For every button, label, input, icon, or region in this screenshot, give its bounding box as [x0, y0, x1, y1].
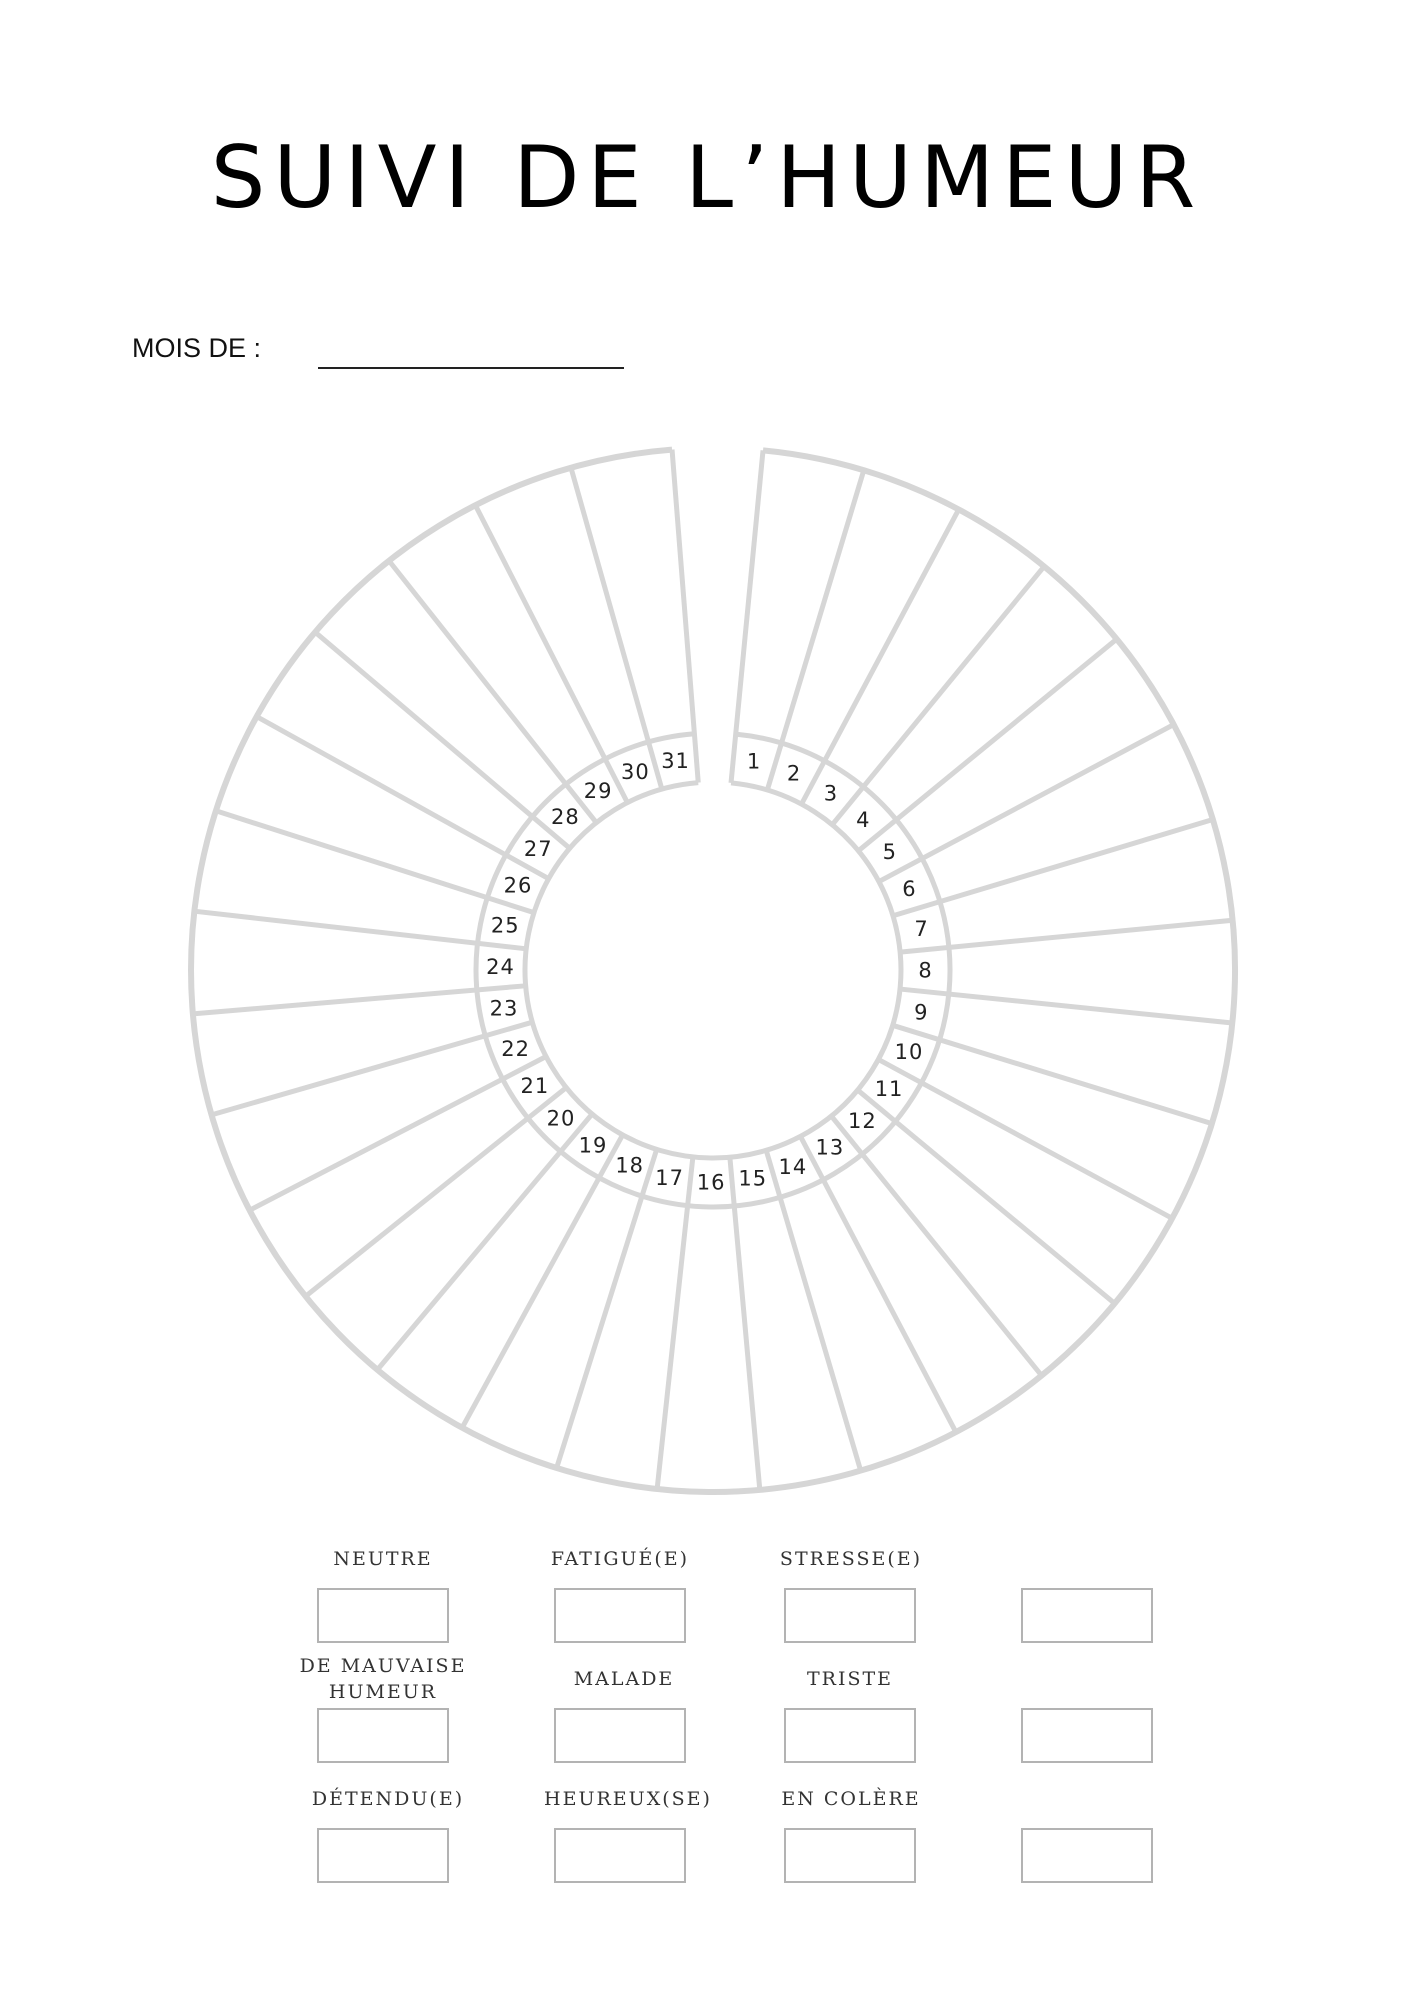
- legend-color-box-blank-1[interactable]: [1021, 1588, 1153, 1643]
- day-number-label: 29: [583, 779, 613, 804]
- month-label: MOIS DE :: [132, 333, 262, 363]
- day-number-label: 25: [490, 913, 520, 938]
- legend-label-fatigue: FATIGUÉ(E): [550, 1548, 690, 1570]
- page-title: SUIVI DE L’HUMEUR: [210, 128, 1204, 228]
- day-number-label: 17: [655, 1166, 684, 1191]
- day-number-label: 27: [523, 837, 553, 862]
- day-number-label: 24: [486, 954, 515, 979]
- day-number-label: 18: [615, 1153, 645, 1178]
- day-labels: [486, 749, 933, 1195]
- day-number-label: 21: [520, 1073, 550, 1098]
- legend-color-box-blank-3[interactable]: [1021, 1828, 1153, 1883]
- day-number-label: 6: [902, 877, 917, 902]
- legend-label-mauvaise-humeur: DE MAUVAISE HUMEUR: [299, 1655, 467, 1703]
- legend-label-detendu: DÉTENDU(E): [311, 1788, 465, 1810]
- legend-label-en-colere: EN COLÈRE: [781, 1788, 921, 1810]
- day-number-label: 8: [918, 958, 933, 983]
- day-number-label: 11: [874, 1076, 904, 1101]
- day-number-label: 1: [746, 749, 762, 774]
- day-number-label: 20: [546, 1106, 576, 1131]
- day-number-label: 3: [823, 781, 839, 806]
- inner-ring: [525, 783, 901, 1158]
- legend-color-box-detendu[interactable]: [317, 1828, 449, 1883]
- legend-color-box-malade[interactable]: [554, 1708, 686, 1763]
- legend-color-box-mauvaise-humeur[interactable]: [317, 1708, 449, 1763]
- legend-color-box-stresse[interactable]: [784, 1588, 916, 1643]
- day-number-label: 19: [578, 1133, 608, 1158]
- day-number-label: 13: [815, 1135, 845, 1160]
- day-number-label: 9: [914, 1000, 929, 1025]
- legend-label-malade: MALADE: [573, 1668, 675, 1690]
- day-number-label: 26: [503, 873, 533, 898]
- legend-color-box-heureux[interactable]: [554, 1828, 686, 1883]
- legend-color-box-neutre[interactable]: [317, 1588, 449, 1643]
- legend-color-box-en-colere[interactable]: [784, 1828, 916, 1883]
- day-number-label: 28: [550, 805, 580, 830]
- legend-label-triste: TRISTE: [806, 1668, 894, 1690]
- day-number-label: 23: [489, 996, 519, 1021]
- day-number-label: 4: [856, 807, 871, 832]
- day-number-label: 22: [501, 1036, 531, 1061]
- day-number-label: 14: [778, 1154, 808, 1179]
- day-number-label: 15: [738, 1166, 768, 1191]
- day-number-label: 30: [620, 760, 650, 785]
- legend-color-box-triste[interactable]: [784, 1708, 916, 1763]
- legend-color-box-blank-2[interactable]: [1021, 1708, 1153, 1763]
- day-number-label: 2: [786, 761, 802, 786]
- legend-label-heureux: HEUREUX(SE): [544, 1788, 712, 1810]
- middle-ring: [476, 734, 950, 1207]
- day-number-label: 7: [914, 917, 929, 942]
- day-number-label: 5: [882, 840, 897, 865]
- day-number-label: 16: [696, 1170, 726, 1195]
- legend-color-box-fatigue[interactable]: [554, 1588, 686, 1643]
- legend-label-stresse: STRESSE(E): [779, 1548, 923, 1570]
- legend-label-neutre: NEUTRE: [333, 1548, 433, 1570]
- day-number-label: 12: [848, 1109, 877, 1134]
- day-number-label: 31: [661, 748, 690, 773]
- wheel-outline: [191, 450, 1235, 1492]
- day-number-label: 10: [894, 1040, 924, 1065]
